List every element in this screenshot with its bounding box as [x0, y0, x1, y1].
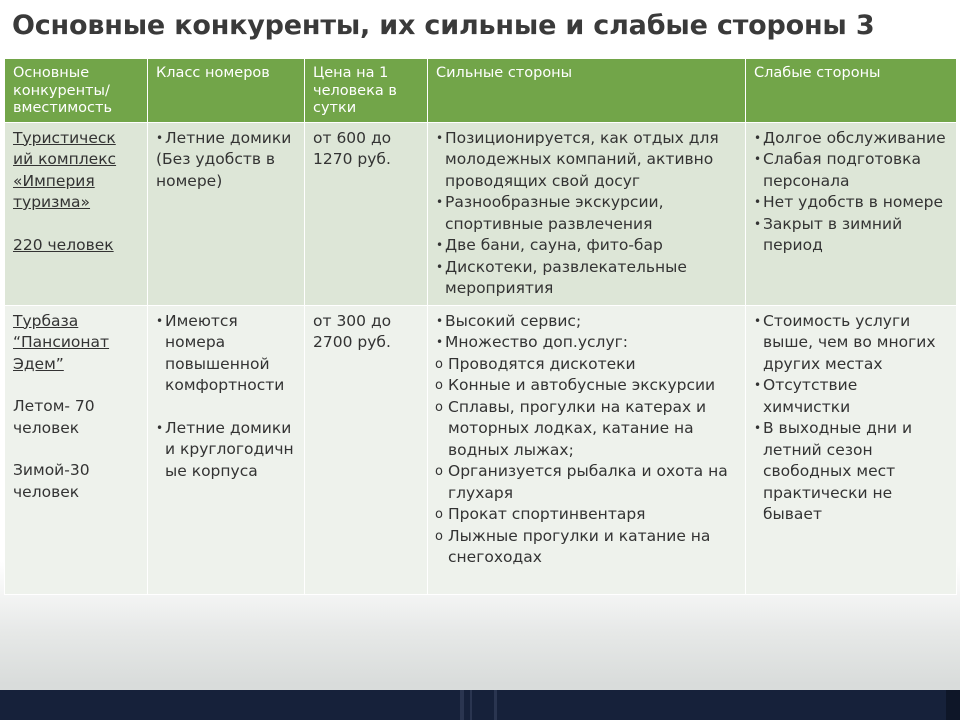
footer-accent	[460, 690, 464, 720]
bullet-icon: •	[754, 195, 762, 209]
price-value: от 300 до 2700 руб.	[313, 311, 392, 351]
list-item: • Множество доп.услуг:	[436, 332, 737, 354]
bullet-icon: •	[436, 195, 444, 209]
header-weaknesses: Слабые стороны	[746, 59, 957, 123]
bullet-icon: •	[436, 259, 444, 274]
competitors-table	[4, 58, 957, 595]
competitor-name: Туристическ ий комплекс «Империя туризма»	[13, 128, 117, 211]
competitor-name: Турбаза “Пансионат Эдем”	[13, 311, 110, 373]
table-row	[5, 305, 957, 594]
bullet-icon: •	[436, 238, 444, 252]
list-item: • Слабая подготовка персонала	[754, 150, 922, 190]
bullet-icon: •	[436, 130, 444, 145]
circle-bullet-icon: o	[435, 399, 443, 415]
bullet-icon: •	[754, 130, 762, 145]
list-item: • Нет удобств в номере	[754, 192, 948, 214]
competitor-capacity-winter: Зимой-30 человек	[13, 461, 90, 501]
price-cell	[305, 122, 428, 305]
footer-accent	[494, 690, 497, 720]
weaknesses-cell	[746, 122, 957, 305]
header-strengths: Сильные стороны	[428, 59, 746, 123]
list-subitem: o Лыжные прогулки и катание на снегоходах	[435, 526, 711, 566]
competitor-cell	[5, 305, 148, 594]
list-subitem: o Конные и автобусные экскурсии	[436, 375, 737, 397]
bullet-icon: •	[754, 313, 762, 328]
table-header-row	[5, 59, 957, 123]
room-class-cell	[148, 122, 305, 305]
table-row	[5, 122, 957, 305]
list-item: • Закрыт в зимний период	[754, 214, 903, 254]
footer-accent	[470, 690, 472, 720]
circle-bullet-icon: o	[435, 528, 443, 544]
bullet-icon: •	[436, 313, 444, 328]
list-subitem: o Прокат спортинвентаря	[436, 504, 737, 526]
list-item: • Долгое обслуживание	[754, 128, 948, 150]
footer-bar	[0, 690, 960, 720]
weaknesses-cell	[746, 305, 957, 594]
list-item: • В выходные дни и летний сезон свободных мест практически не бывает	[754, 419, 913, 523]
list-item: • Имеются номера повышенной комфортности	[156, 311, 285, 394]
list-subitem: o Проводятся дискотеки	[436, 354, 737, 376]
list-item-note: (Без удобств в номере)	[156, 150, 276, 190]
list-item: • Дискотеки, развлекательные мероприятия	[436, 257, 687, 297]
bullet-icon: •	[156, 420, 164, 435]
list-subitem: o Сплавы, прогулки на катерах и моторных лодках, катание на водных лыжах;	[435, 397, 707, 459]
list-item: • Летние домики и круглогодичн ые корпуса	[156, 418, 294, 480]
bullet-icon: •	[754, 421, 762, 435]
price-cell	[305, 305, 428, 594]
footer-accent	[946, 690, 960, 720]
bullet-icon: •	[754, 216, 762, 231]
price-value: от 600 до 1270 руб.	[313, 128, 392, 168]
strengths-cell	[428, 122, 746, 305]
bullet-icon: •	[754, 378, 762, 392]
circle-bullet-icon: o	[435, 356, 443, 372]
competitor-capacity-summer: Летом- 70 человек	[13, 397, 95, 437]
strengths-cell	[428, 305, 746, 594]
list-item: • Позиционируется, как отдых для молодежных компаний, активно проводящих свой досуг	[436, 128, 719, 190]
list-item: • Стоимость услуги выше, чем во многих других местах	[754, 311, 936, 373]
bullet-icon: •	[754, 152, 762, 166]
slide-title: Основные конкуренты, их сильные и слабые стороны 3	[12, 10, 875, 41]
list-subitem: o Организуется рыбалка и охота на глухаря	[435, 462, 728, 502]
header-price: Цена на 1 человека в сутки	[305, 59, 428, 123]
list-item: • Летние домики	[156, 128, 296, 150]
bullet-icon: •	[156, 313, 164, 328]
circle-bullet-icon: o	[435, 464, 443, 479]
competitor-cell	[5, 122, 148, 305]
list-item: • Отсутствие химчистки	[754, 376, 858, 416]
bullet-icon: •	[436, 335, 444, 349]
list-item: • Разнообразные экскурсии, спортивные развлечения	[436, 193, 664, 233]
competitor-capacity: 220 человек	[13, 235, 114, 254]
list-item: • Две бани, сауна, фито-бар	[436, 235, 737, 257]
room-class-cell	[148, 305, 305, 594]
circle-bullet-icon: o	[435, 378, 443, 393]
list-item: • Высокий сервис;	[436, 311, 737, 333]
circle-bullet-icon: o	[435, 507, 443, 522]
bullet-icon: •	[156, 130, 164, 145]
header-room-class: Класс номеров	[148, 59, 305, 123]
header-competitors: Основные конкуренты/ вместимость	[5, 59, 148, 123]
